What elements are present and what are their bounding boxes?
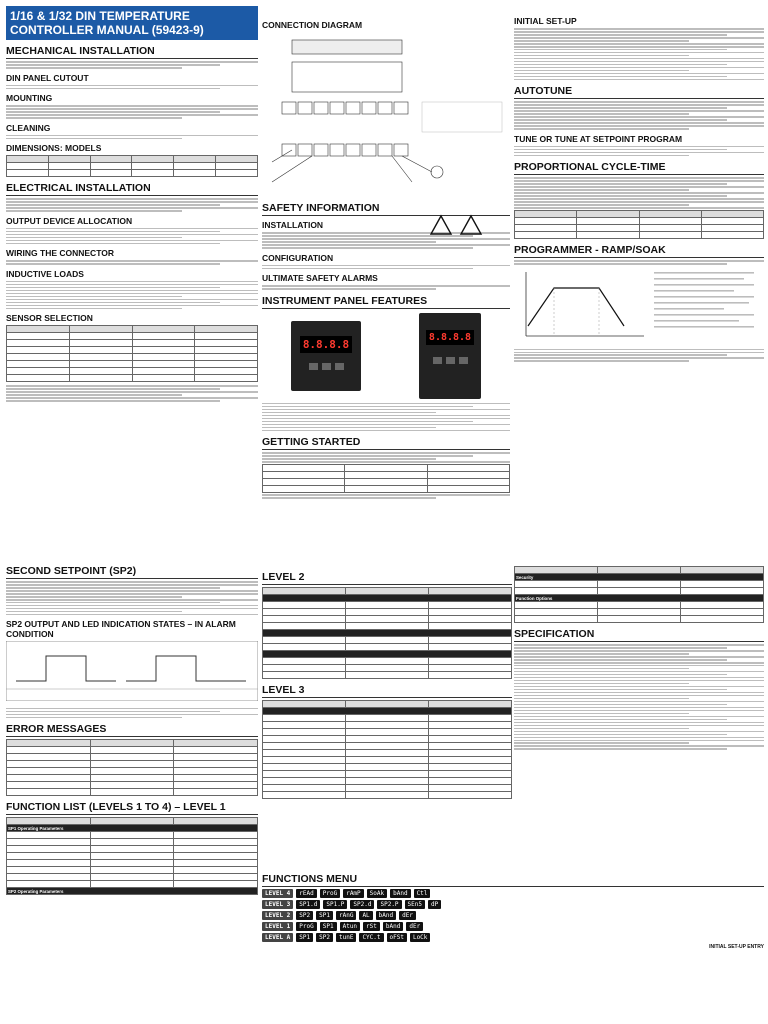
section-mechanical: MECHANICAL INSTALLATION bbox=[6, 45, 258, 59]
menu-function-cell: SP2 bbox=[316, 933, 333, 942]
column-middle bbox=[262, 6, 510, 500]
section-dimensions: DIMENSIONS: MODELS bbox=[6, 143, 102, 154]
menu-function-cell: Ctl bbox=[414, 889, 431, 898]
menu-function-cell: bAnd bbox=[383, 922, 403, 931]
section-inductive: INDUCTIVE LOADS bbox=[6, 268, 84, 279]
menu-function-cell: rEAd bbox=[296, 889, 316, 898]
button-c[interactable] bbox=[335, 363, 344, 370]
display-left: 8.8.8.8 bbox=[300, 336, 352, 353]
section-autotune: AUTOTUNE bbox=[514, 85, 764, 99]
section-din-cutout: DIN PANEL CUTOUT bbox=[6, 72, 89, 83]
menu-level-label: LEVEL 2 bbox=[262, 911, 293, 920]
level3-table bbox=[262, 700, 512, 799]
menu-function-cell: ProG bbox=[320, 889, 340, 898]
menu-function-cell: ProG bbox=[296, 922, 316, 931]
section-electrical: ELECTRICAL INSTALLATION bbox=[6, 182, 258, 196]
menu-function-cell: SP1.P bbox=[323, 900, 347, 909]
cycle-time-table bbox=[514, 210, 764, 239]
section-wiring: WIRING THE CONNECTOR bbox=[6, 248, 114, 259]
button-star[interactable] bbox=[459, 357, 468, 364]
menu-function-cell: SoAk bbox=[367, 889, 387, 898]
panel-images bbox=[262, 313, 510, 399]
menu-function-cell: bAnd bbox=[390, 889, 410, 898]
functions-menu bbox=[262, 868, 764, 950]
menu-function-cell: LoCk bbox=[410, 933, 430, 942]
connection-diagram bbox=[262, 32, 510, 192]
sensor-table bbox=[6, 325, 258, 382]
menu-function-cell: dP bbox=[428, 900, 441, 909]
menu-grid bbox=[262, 889, 764, 942]
levels-tables bbox=[262, 566, 512, 799]
menu-function-cell: dEr bbox=[406, 922, 423, 931]
function-options-heading: Function Options bbox=[515, 595, 764, 602]
menu-function-cell: CYC.t bbox=[359, 933, 383, 942]
section-configuration: CONFIGURATION bbox=[262, 252, 334, 263]
button-down[interactable] bbox=[446, 357, 455, 364]
page-title: 1/16 & 1/32 DIN TEMPERATURE CONTROLLER MANUAL (59423-9) bbox=[6, 6, 258, 40]
section-getting-started: GETTING STARTED bbox=[262, 436, 510, 450]
menu-function-cell: tunE bbox=[336, 933, 356, 942]
menu-function-cell: SP1 bbox=[296, 933, 313, 942]
menu-level-label: LEVEL 4 bbox=[262, 889, 293, 898]
menu-level-label: LEVEL 3 bbox=[262, 900, 293, 909]
panel-1-16 bbox=[291, 321, 361, 391]
section-initial-setup: INITIAL SET-UP bbox=[514, 16, 577, 26]
menu-function-cell: dEr bbox=[399, 911, 416, 920]
menu-function-cell: SP2.P bbox=[377, 900, 401, 909]
menu-row bbox=[262, 889, 764, 898]
menu-function-cell: Atun bbox=[340, 922, 360, 931]
section-sp2: SECOND SETPOINT (SP2) bbox=[6, 565, 258, 579]
button-a[interactable] bbox=[309, 363, 318, 370]
section-functions-menu: FUNCTIONS MENU bbox=[262, 873, 764, 887]
menu-function-cell: SP2 bbox=[296, 911, 313, 920]
section-safety: SAFETY INFORMATION bbox=[262, 202, 510, 216]
section-output-allocation: OUTPUT DEVICE ALLOCATION bbox=[6, 215, 133, 226]
sp2-params-heading: SP2 Operating Parameters bbox=[7, 888, 258, 895]
ramp-soak-diagram bbox=[514, 266, 764, 342]
section-mounting: MOUNTING bbox=[6, 93, 53, 104]
sp2-led-diagram bbox=[6, 641, 258, 701]
initial-setup-entry: INITIAL SET-UP ENTRY bbox=[709, 944, 764, 950]
defaults-table bbox=[262, 464, 510, 493]
button-b[interactable] bbox=[322, 363, 331, 370]
menu-row bbox=[262, 900, 764, 909]
section-sensor: SENSOR SELECTION bbox=[6, 313, 93, 324]
section-specification: SPECIFICATION bbox=[514, 628, 764, 642]
menu-function-cell: bAnd bbox=[376, 911, 396, 920]
section-error-messages: ERROR MESSAGES bbox=[6, 723, 258, 737]
menu-row bbox=[262, 911, 764, 920]
column-right bbox=[514, 6, 764, 363]
column-right-lower bbox=[514, 566, 764, 751]
display-right: 8.8.8.8 bbox=[426, 330, 474, 345]
function-list-table bbox=[6, 817, 258, 895]
column-left bbox=[6, 6, 258, 403]
section-tune-at-sp: TUNE OR TUNE AT SETPOINT PROGRAM bbox=[514, 133, 683, 144]
section-installation: INSTALLATION bbox=[262, 220, 324, 230]
sp1-params-heading: SP1 Operating Parameters bbox=[7, 825, 258, 832]
section-connection: CONNECTION DIAGRAM bbox=[262, 20, 363, 30]
menu-row bbox=[262, 922, 764, 931]
security-table bbox=[514, 566, 764, 623]
section-function-list: FUNCTION LIST (LEVELS 1 TO 4) – LEVEL 1 bbox=[6, 801, 258, 815]
menu-function-cell: rSt bbox=[363, 922, 380, 931]
warning-icon bbox=[430, 214, 490, 236]
error-table bbox=[6, 739, 258, 796]
level2-table bbox=[262, 587, 512, 679]
mechanical-text bbox=[6, 61, 258, 69]
section-ultimate: ULTIMATE SAFETY ALARMS bbox=[262, 273, 378, 284]
menu-function-cell: SP1 bbox=[320, 922, 337, 931]
menu-function-cell: SEn5 bbox=[405, 900, 425, 909]
menu-function-cell: oFSt bbox=[387, 933, 407, 942]
menu-function-cell: SP1.d bbox=[296, 900, 320, 909]
menu-function-cell: AL bbox=[359, 911, 372, 920]
menu-level-label: LEVEL A bbox=[262, 933, 293, 942]
menu-function-cell: rAnG bbox=[336, 911, 356, 920]
menu-level-label: LEVEL 1 bbox=[262, 922, 293, 931]
dimensions-table bbox=[6, 155, 258, 177]
section-programmer: PROGRAMMER - RAMP/SOAK bbox=[514, 244, 764, 258]
column-left-lower bbox=[6, 560, 258, 895]
menu-function-cell: SP2.d bbox=[350, 900, 374, 909]
section-features: INSTRUMENT PANEL FEATURES bbox=[262, 295, 510, 309]
section-level2: LEVEL 2 bbox=[262, 571, 512, 585]
section-sp2-led: SP2 OUTPUT AND LED INDICATION STATES – IN ALARM CONDITION bbox=[6, 619, 236, 640]
menu-function-cell: SP1 bbox=[316, 911, 333, 920]
menu-function-cell: rAmP bbox=[343, 889, 363, 898]
menu-row bbox=[262, 933, 764, 942]
section-prop-cycle: PROPORTIONAL CYCLE-TIME bbox=[514, 161, 764, 175]
panel-1-32 bbox=[419, 313, 481, 399]
section-level3: LEVEL 3 bbox=[262, 684, 512, 698]
section-cleaning: CLEANING bbox=[6, 122, 51, 133]
button-up[interactable] bbox=[433, 357, 442, 364]
security-heading: Security bbox=[515, 574, 764, 581]
